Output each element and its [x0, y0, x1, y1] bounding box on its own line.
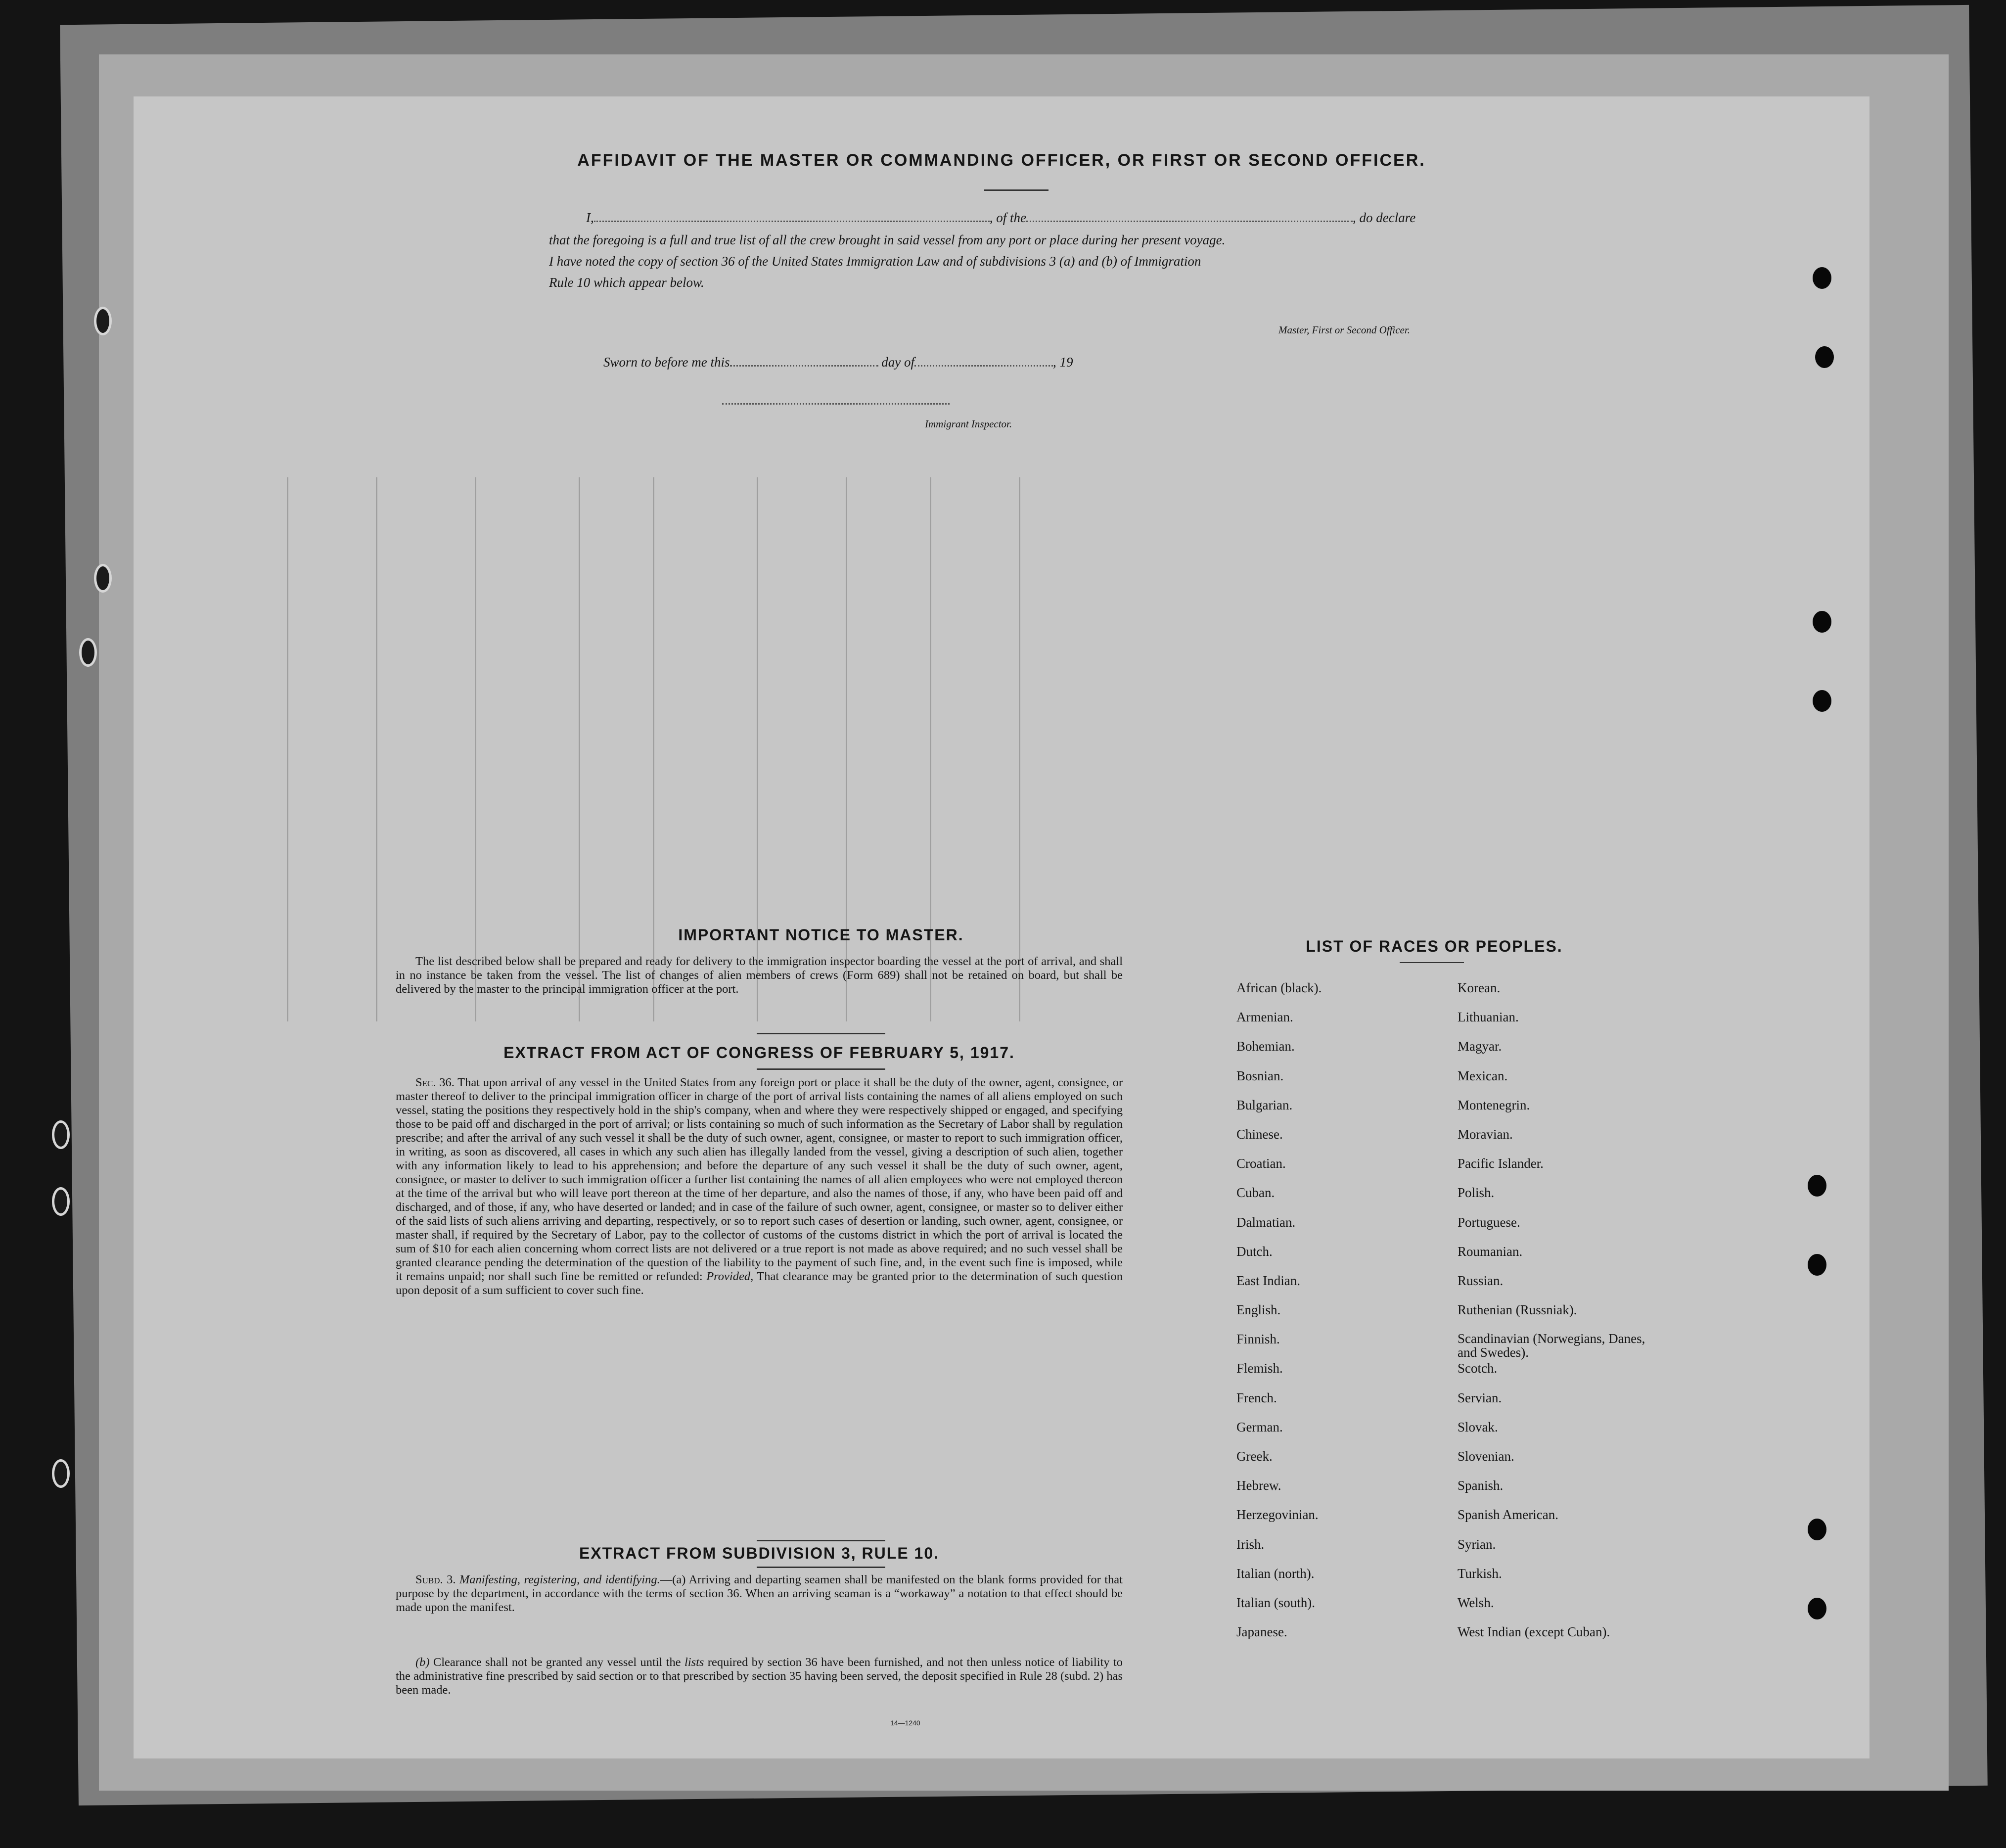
ghost-column-line: [475, 477, 476, 1021]
race-item: Italian (north).: [1236, 1566, 1315, 1581]
race-item: Mexican.: [1458, 1068, 1508, 1083]
notice-title: IMPORTANT NOTICE TO MASTER.: [678, 926, 964, 944]
binder-ring-icon: [79, 638, 97, 667]
race-item: Moravian.: [1458, 1126, 1513, 1142]
binder-ring-icon: [52, 1120, 70, 1149]
affidavit-line-1: I, , of the , do declare: [586, 210, 1416, 225]
punch-hole-icon: [1813, 690, 1831, 712]
binder-ring-icon: [52, 1187, 70, 1216]
affidavit-line-2: that the foregoing is a full and true list of all the crew brought in said vessel from any port or place during her present voyage.: [549, 232, 1226, 247]
race-item: Spanish American.: [1458, 1507, 1558, 1523]
binder-ring-icon: [52, 1459, 70, 1488]
race-item: Korean.: [1458, 980, 1501, 995]
race-item: West Indian (except Cuban).: [1458, 1624, 1610, 1640]
race-item: East Indian.: [1236, 1273, 1300, 1288]
race-item: Montenegrin.: [1458, 1097, 1530, 1112]
punch-hole-icon: [1808, 1598, 1826, 1619]
race-item: Bosnian.: [1236, 1068, 1284, 1083]
punch-hole-icon: [1813, 611, 1831, 633]
race-item: German.: [1236, 1419, 1283, 1434]
race-item: Italian (south).: [1236, 1595, 1315, 1610]
inspector-signature-line: [722, 403, 950, 405]
rule-extract-para-a: Subd. 3. Manifesting, registering, and identifying.—(a) Arriving and departing seamen shall be manifested on the blank forms provided for that purpose by the department, in accordance with the terms of section 36. When an arriving seaman is a “workaway” a notation to that effect should be made upon the manifest.: [396, 1573, 1123, 1614]
races-title-rule: [1400, 962, 1464, 963]
race-item: Pacific Islander.: [1458, 1156, 1544, 1171]
punch-hole-icon: [1808, 1519, 1826, 1540]
ghost-column-line: [287, 477, 288, 1021]
race-item: Scotch.: [1458, 1361, 1498, 1376]
races-title: LIST OF RACES OR PEOPLES.: [1306, 937, 1563, 955]
race-item: Polish.: [1458, 1185, 1495, 1201]
ghost-column-line: [376, 477, 377, 1021]
race-item: Magyar.: [1458, 1039, 1502, 1054]
signature-label: Master, First or Second Officer.: [1278, 324, 1410, 336]
race-item: Roumanian.: [1458, 1244, 1523, 1259]
race-item: Armenian.: [1236, 1010, 1293, 1025]
rule-extract-title: EXTRACT FROM SUBDIVISION 3, RULE 10.: [579, 1544, 940, 1562]
race-item: Dutch.: [1236, 1244, 1273, 1259]
rule-extract-para-b: (b) Clearance shall not be granted any vessel until the lists required by section 36 have been furnished, and not then unless notice of liability to the administrative fine prescribed by said section or to that prescribed by section 35 having been served, the deposit specified in Rule 28 (subd. 2) has been made.: [396, 1656, 1123, 1697]
race-item: Bulgarian.: [1236, 1097, 1293, 1112]
race-item: Servian.: [1458, 1390, 1502, 1405]
race-item: French.: [1236, 1390, 1277, 1405]
race-item: Finnish.: [1236, 1332, 1280, 1347]
race-item: Chinese.: [1236, 1126, 1283, 1142]
race-item: Portuguese.: [1458, 1214, 1520, 1230]
race-item: Irish.: [1236, 1536, 1265, 1552]
document-page: [134, 96, 1869, 1758]
race-item: Dalmatian.: [1236, 1214, 1296, 1230]
races-left-column: [1236, 980, 1322, 1654]
race-item: Greek.: [1236, 1449, 1273, 1464]
race-item: Turkish.: [1458, 1566, 1502, 1581]
race-item: Cuban.: [1236, 1185, 1275, 1201]
sworn-line: Sworn to before me this day of , 19: [603, 355, 1073, 370]
race-item: English.: [1236, 1302, 1281, 1318]
inspector-label: Immigrant Inspector.: [925, 418, 1012, 430]
race-item: Russian.: [1458, 1273, 1504, 1288]
race-item: Flemish.: [1236, 1361, 1283, 1376]
affidavit-title: AFFIDAVIT OF THE MASTER OR COMMANDING OFFICER, OR FIRST OR SECOND OFFICER.: [577, 151, 1426, 170]
binder-ring-icon: [94, 564, 112, 593]
race-item: Slovenian.: [1458, 1449, 1514, 1464]
race-item: Welsh.: [1458, 1595, 1494, 1610]
section-rule: [757, 1068, 885, 1070]
race-item: Hebrew.: [1236, 1478, 1281, 1493]
title-rule: [984, 189, 1049, 191]
affidavit-line-4: Rule 10 which appear below.: [549, 275, 704, 290]
race-item: Lithuanian.: [1458, 1010, 1519, 1025]
section-rule: [757, 1540, 885, 1541]
punch-hole-icon: [1815, 346, 1834, 368]
section-rule: [757, 1033, 885, 1034]
punch-hole-icon: [1813, 267, 1831, 289]
race-item: Croatian.: [1236, 1156, 1286, 1171]
race-item: Slovak.: [1458, 1419, 1498, 1434]
act-extract-text: Sec. 36. That upon arrival of any vessel in the United States from any foreign port or place it shall be the duty of the owner, agent, consignee, or master thereof to deliver to the principal immigration officer in charge of the port of arrival lists containing the names of all aliens employed on such vessel, stating the positions they respectively hold in the ship's company, when and where they were respectively shipped or engaged, and specifying those to be paid off and discharged in the port of arrival; or lists containing so much of such information as the Secretary of Labor shall by regulation prescribe; and after the arrival of any such vessel it shall be the duty of such owner, agent, consignee, or master to report to such immigration officer, in writing, as soon as discovered, all cases in which any such alien has illegally landed from the vessel, giving a description of such alien, together with any information likely to lead to his apprehension; and before the departure of any such vessel it shall be the duty of such owner, agent, consignee, or master to deliver to such immigration officer a further list containing the names of all alien employees who were not employed thereon at the time of the arrival but who will leave port thereon at the time of her departure, and also the names of those, if any, who have been paid off and discharged, and of those, if any, who have deserted or landed; and in case of the failure of such owner, agent, consignee, or master so to deliver either of the said lists of such aliens arriving and departing, respectively, or so to report such cases of desertion or landing, such owner, agent, consignee, or master shall, if required by the Secretary of Labor, pay to the collector of customs of the customs district in which the port of arrival is located the sum of $10 for each alien concerning whom correct lists are not delivered or a true report is not made as above required; and no such vessel shall be granted clearance pending the determination of the question of the liability to the payment of such fine, and, in the event such fine is imposed, while it remains unpaid; nor shall such fine be remitted or refunded: Provided, That clearance may be granted prior to the determination of such question upon deposit of a sum sufficient to cover such fine.: [396, 1076, 1123, 1297]
punch-hole-icon: [1808, 1254, 1826, 1276]
notice-text: The list described below shall be prepared and ready for delivery to the immigration inspector boarding the vessel at the port of arrival, and shall in no instance be taken from the vessel. The list of changes of alien members of crews (Form 689) shall not be retained on board, but shall be delivered by the master to the principal immigration officer at the port.: [396, 955, 1123, 996]
race-item: Ruthenian (Russniak).: [1458, 1302, 1577, 1318]
race-item: Japanese.: [1236, 1624, 1287, 1640]
race-item: Syrian.: [1458, 1536, 1496, 1552]
race-item: Bohemian.: [1236, 1039, 1295, 1054]
act-extract-title: EXTRACT FROM ACT OF CONGRESS OF FEBRUARY 5, 1917.: [503, 1044, 1015, 1062]
affidavit-line-3: I have noted the copy of section 36 of the United States Immigration Law and of subdivisions 3 (a) and (b) of Immigration: [549, 254, 1201, 269]
form-number: 14—1240: [890, 1719, 920, 1727]
race-item: African (black).: [1236, 980, 1322, 995]
race-item: Scandinavian (Norwegians, Danes, and Swedes).: [1458, 1331, 1645, 1360]
binder-ring-icon: [94, 307, 112, 335]
race-item: Herzegovinian.: [1236, 1507, 1319, 1523]
punch-hole-icon: [1808, 1175, 1826, 1197]
section-rule: [757, 1567, 885, 1568]
races-right-column: [1458, 980, 1665, 1654]
race-item: Spanish.: [1458, 1478, 1504, 1493]
